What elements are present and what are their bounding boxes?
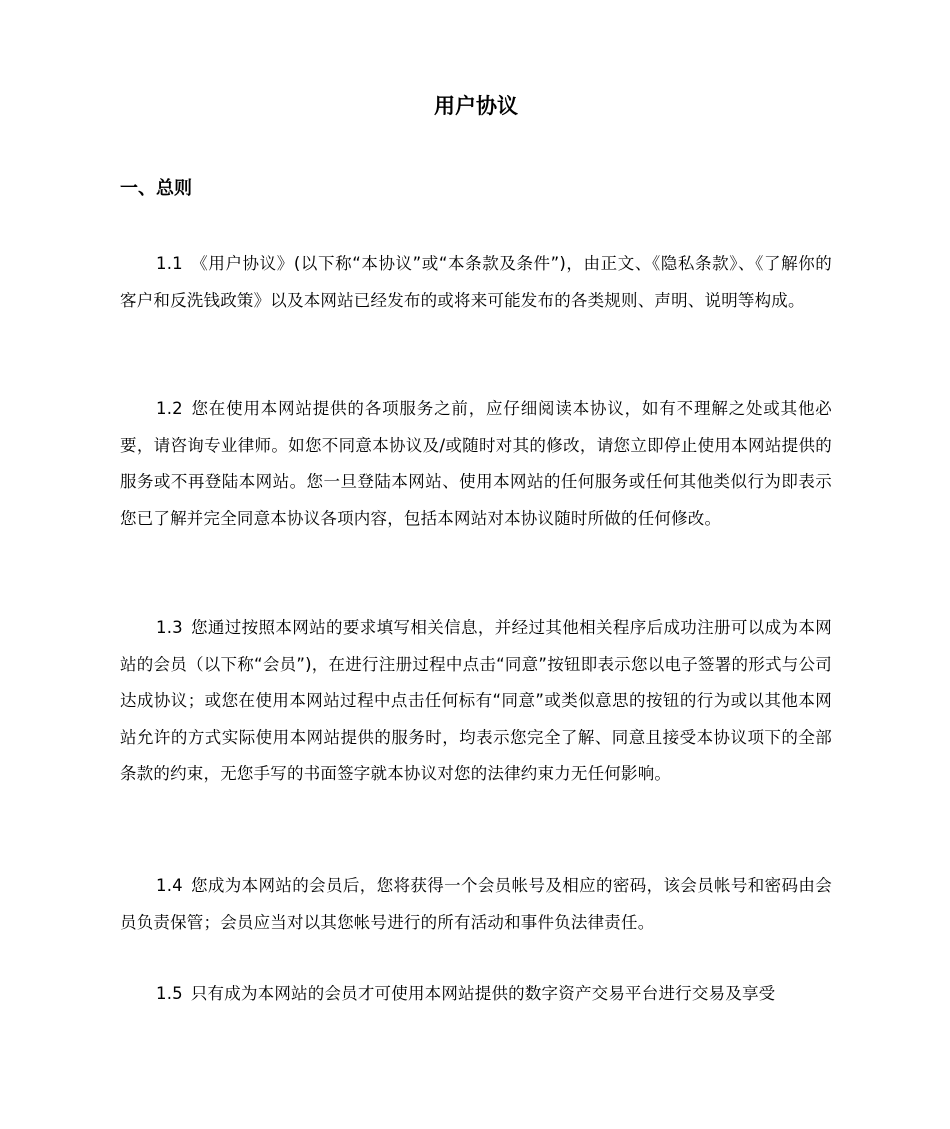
paragraph-number: 1.1 — [156, 254, 183, 273]
paragraph-1-3 — [120, 610, 832, 793]
paragraph-number: 1.5 — [156, 984, 183, 1003]
paragraph-1-5 — [120, 976, 832, 1013]
page-title: 用户协议 — [434, 94, 518, 118]
section-heading-general: 一、总则 — [120, 178, 192, 199]
paragraph-text: 只有成为本网站的会员才可使用本网站提供的数字资产交易平台进行交易及享受 — [190, 984, 776, 1003]
paragraph-text: 您在使用本网站提供的各项服务之前，应仔细阅读本协议，如有不理解之处或其他必要，请咨询专业律师。如您不同意本协议及/或随时对其的修改，请您立即停止使用本网站提供的服务或不再登陆本网站。您一旦登陆本网站、使用本网站的任何服务或任何其他类似行为即表示您已了解并完全同意本协议各项内容，包括本网站对本协议随时所做的任何修改。 — [120, 399, 832, 528]
paragraph-1-1 — [120, 246, 832, 319]
paragraph-number: 1.2 — [156, 399, 183, 418]
paragraph-text: 您成为本网站的会员后，您将获得一个会员帐号及相应的密码，该会员帐号和密码由会员负责保管；会员应当对以其您帐号进行的所有活动和事件负法律责任。 — [120, 876, 832, 932]
paragraph-text: 您通过按照本网站的要求填写相关信息，并经过其他相关程序后成功注册可以成为本网站的会员（以下称“会员”)，在进行注册过程中点击“同意”按钮即表示您以电子签署的形式与公司达成协议；或您在使用本网站过程中点击任何标有“同意”或类似意思的按钮的行为或以其他本网站允许的方式实际使用本网站提供的服务时，均表示您完全了解、同意且接受本协议项下的全部条款的约束，无您手写的书面签字就本协议对您的法律约束力无任何影响。 — [120, 618, 832, 783]
paragraph-1-2 — [120, 391, 832, 537]
paragraph-number: 1.4 — [156, 876, 183, 895]
paragraph-number: 1.3 — [156, 618, 183, 637]
paragraph-1-4 — [120, 868, 832, 941]
paragraph-text: 《用户协议》(以下称“本协议”或“本条款及条件”)，由正文、《隐私条款》、《了解你的客户和反洗钱政策》以及本网站已经发布的或将来可能发布的各类规则、声明、说明等构成。 — [120, 254, 832, 310]
